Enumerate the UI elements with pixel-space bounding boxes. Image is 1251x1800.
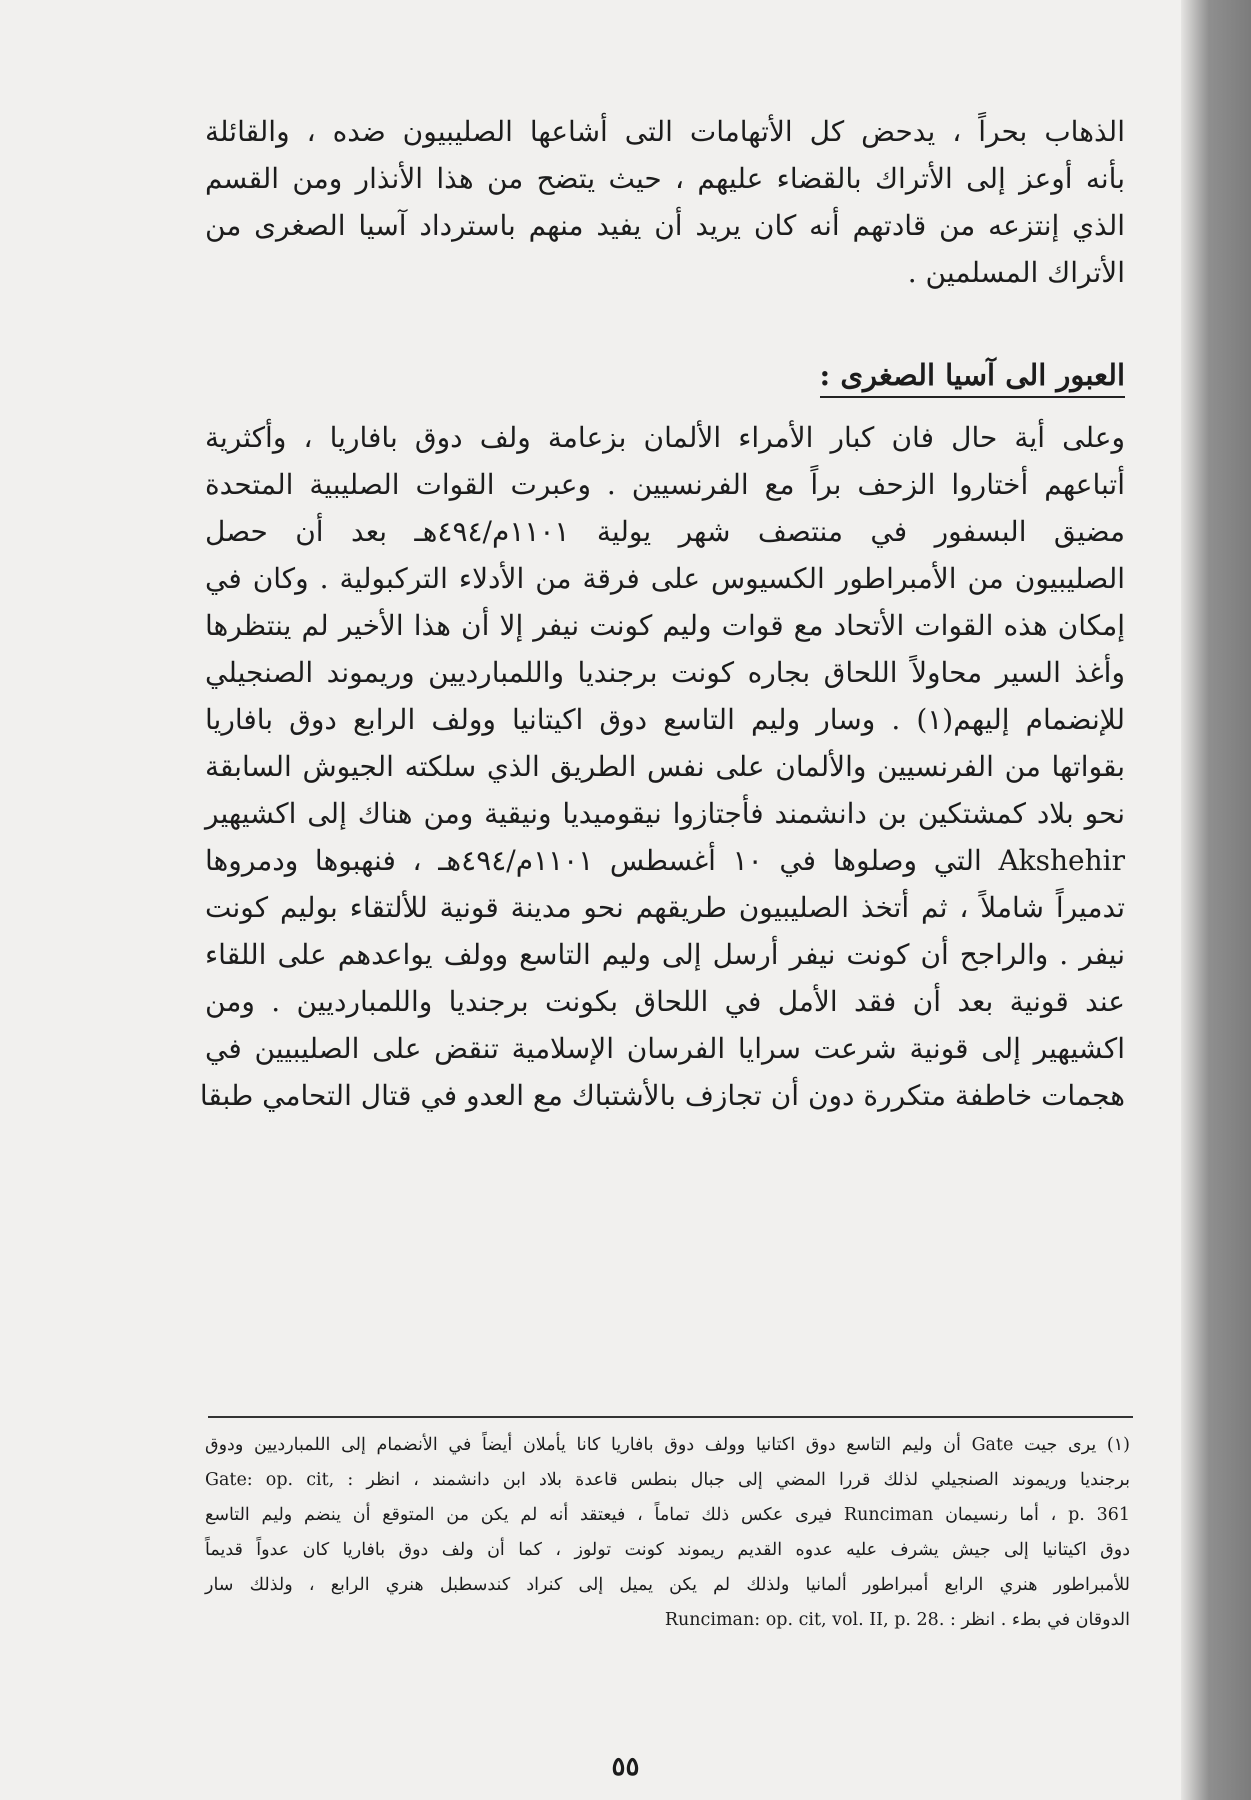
text-line: Akshehir التي وصلوها في ١٠ أغسطس ١١٠١م/٤٩٤هـ ، فنهبوها ودمروها: [205, 844, 1125, 877]
text-line: الذهاب بحراً ، يدحض كل الأتهامات التى أشاعها الصليبيون ضده ، والقائلة: [205, 115, 1125, 148]
text-line: اكشيهير إلى قونية شرعت سرايا الفرسان الإسلامية تنقض على الصليبيين في: [205, 1032, 1125, 1065]
text-line: أتباعهم أختاروا الزحف براً مع الفرنسيين . وعبرت القوات الصليبية المتحدة: [205, 468, 1125, 501]
text-line: للإنضمام إليهم(١) . وسار وليم التاسع دوق اكيتانيا وولف الرابع دوق بافاريا: [205, 703, 1125, 736]
text-line: الأتراك المسلمين .: [907, 256, 1125, 289]
footnote-line: الدوقان في بطء . انظر : .Runciman: op. cit, vol. II, p. 28: [664, 1610, 1130, 1630]
body-paragraph: [199, 414, 1125, 1119]
page-number: ٥٥: [611, 1752, 640, 1782]
text-line: إمكان هذه القوات الأتحاد مع قوات وليم كونت نيفر إلا أن هذا الأخير لم ينتظرها: [205, 609, 1125, 642]
text-line: نيفر . والراجح أن كونت نيفر أرسل إلى وليم التاسع وولف يواعدهم على اللقاء: [205, 938, 1125, 971]
footnote-line: برجنديا وريموند الصنجيلي لذلك قررا المضي إلى جبال بنطس قاعدة بلاد ابن دانشمند ، انظر : ,Gate: op. cit: [205, 1470, 1130, 1490]
footnote-divider: [208, 1416, 1133, 1418]
footnote-line: (١) يرى جيت Gate أن وليم التاسع دوق اكتانيا وولف دوق بافاريا كانا يأملان أيضاً في الأنضمام إلى اللمبارديين ودوق: [205, 1435, 1130, 1455]
text-line: هجمات خاطفة متكررة دون أن تجازف بالأشتباك مع العدو في قتال التحامي طبقا: [199, 1079, 1125, 1112]
text-line: وأغذ السير محاولاً اللحاق بجاره كونت برجنديا واللمبارديين وريموند الصنجيلي: [205, 656, 1125, 689]
text-line: تدميراً شاملاً ، ثم أتخذ الصليبيون طريقهم نحو مدينة قونية للألتقاء بوليم كونت: [205, 891, 1125, 924]
scan-edge-shadow: [1181, 0, 1251, 1800]
text-line: الذي إنتزعه من قادتهم أنه كان يريد أن يفيد منهم باسترداد آسيا الصغرى من: [205, 209, 1125, 242]
section-heading-text: العبور الى آسيا الصغرى :: [820, 358, 1125, 398]
footnotes: [205, 1428, 1130, 1638]
text-line: بقواتها من الفرنسيين والألمان على نفس الطريق الذي سلكته الجيوش السابقة: [205, 750, 1125, 783]
text-line: الصليبيون من الأمبراطور الكسيوس على فرقة من الأدلاء التركبولية . وكان في: [205, 562, 1125, 595]
text-line: وعلى أية حال فان كبار الأمراء الألمان بزعامة ولف دوق بافاريا ، وأكثرية: [205, 421, 1125, 454]
text-line: مضيق البسفور في منتصف شهر يولية ١١٠١م/٤٩٤هـ بعد أن حصل: [205, 515, 1125, 548]
intro-paragraph: [205, 108, 1125, 296]
text-line: بأنه أوعز إلى الأتراك بالقضاء عليهم ، حيث يتضح من هذا الأنذار ومن القسم: [205, 162, 1125, 195]
text-line: نحو بلاد كمشتكين بن دانشمند فأجتازوا نيقوميديا ونيقية ومن هناك إلى اكشيهير: [205, 797, 1125, 830]
footnote-line: p. 361 ، أما رنسيمان Runciman فيرى عكس ذلك تماماً ، فيعتقد أنه لم يكن من المتوقع أن ينضم وليم التاسع: [205, 1505, 1131, 1525]
footnote-line: دوق اكيتانيا إلى جيش يشرف عليه عدوه القديم ريموند كونت تولوز ، كما أن ولف دوق بافاريا كان عدواً قديماً: [205, 1540, 1130, 1560]
footnote-line: للأمبراطور هنري الرابع أمبراطور ألمانيا ولذلك لم يكن يميل إلى كنراد كندسطبل هنري الرابع ، ولذلك سار: [205, 1575, 1130, 1595]
text-line: عند قونية بعد أن فقد الأمل في اللحاق بكونت برجنديا واللمبارديين . ومن: [205, 985, 1125, 1018]
section-heading: [205, 358, 1125, 392]
